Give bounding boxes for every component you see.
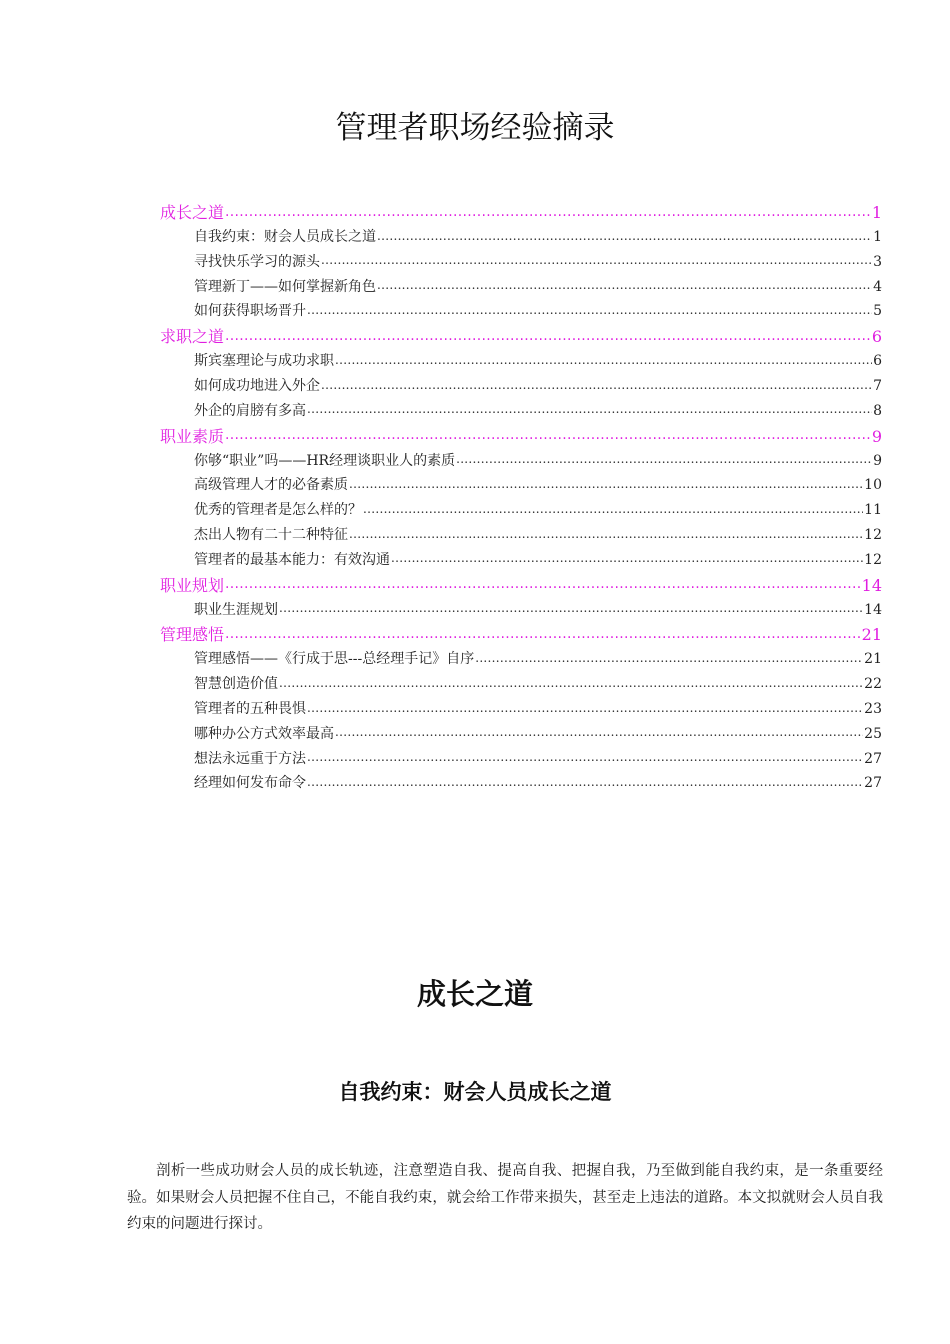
toc-entry-link[interactable] <box>160 449 882 474</box>
toc-page-number: 1 <box>871 203 882 222</box>
toc-entry-label: 优秀的管理者是怎么样的？ <box>194 502 362 519</box>
document-title: 管理者职场经验摘录 <box>335 110 615 146</box>
toc-entry-link[interactable] <box>160 299 882 324</box>
toc-entry-label: 自我约束：财会人员成长之道 <box>194 229 376 245</box>
toc-entry-link[interactable] <box>160 374 882 399</box>
toc-page-number: 11 <box>864 502 882 519</box>
toc-leader-dots <box>335 724 863 738</box>
toc-entry-link[interactable] <box>160 473 882 498</box>
toc-entry-link[interactable] <box>160 598 882 623</box>
toc-page-number: 7 <box>873 377 882 394</box>
toc-page-number: 22 <box>864 676 882 693</box>
toc-entry-label: 管理感悟——《行成于思---总经理手记》自序 <box>194 651 475 668</box>
toc-entry-label: 管理感悟 <box>160 625 225 645</box>
toc-entry-link[interactable] <box>160 647 882 672</box>
toc-entry-label: 杰出人物有二十二种特征 <box>194 526 348 543</box>
toc-entry-label: 职业规划 <box>160 575 225 595</box>
toc-entry-label: 斯宾塞理论与成功求职 <box>194 353 334 370</box>
toc-entry-label: 管理新丁——如何掌握新角色 <box>194 278 376 295</box>
toc-heading-link[interactable] <box>160 622 882 647</box>
toc-leader-dots <box>349 475 863 489</box>
toc-entry-link[interactable] <box>160 275 882 300</box>
toc-leader-dots <box>391 550 863 564</box>
toc-entry-label: 管理者的五种畏惧 <box>194 700 306 717</box>
toc-leader-dots <box>456 451 872 465</box>
toc-entry-label: 成长之道 <box>160 203 225 222</box>
toc-leader-dots <box>321 376 872 390</box>
toc-entry-label: 智慧创造价值 <box>194 676 278 693</box>
toc-entry-label: 高级管理人才的必备素质 <box>194 477 348 494</box>
toc-page-number: 27 <box>864 775 882 792</box>
toc-page-number: 6 <box>873 353 882 370</box>
toc-page-number: 9 <box>873 452 882 469</box>
toc-leader-dots <box>307 401 872 415</box>
toc-heading-link[interactable] <box>160 324 882 349</box>
toc-page-number: 9 <box>871 426 882 446</box>
toc-entry-link[interactable] <box>160 523 882 548</box>
toc-page-number: 12 <box>864 551 882 568</box>
toc-leader-dots <box>225 624 861 640</box>
toc-leader-dots <box>377 227 872 241</box>
section-title: 成长之道 <box>416 977 533 1011</box>
toc-entry-link[interactable] <box>160 349 882 374</box>
toc-entry-label: 外企的肩膀有多高 <box>194 402 306 419</box>
toc-heading-link[interactable] <box>160 573 882 598</box>
toc-page-number: 10 <box>864 477 882 494</box>
toc-entry-link[interactable] <box>160 747 882 772</box>
toc-page-number: 23 <box>864 700 882 717</box>
toc-entry-label: 求职之道 <box>160 327 225 347</box>
toc-page-number: 1 <box>873 229 882 245</box>
body-paragraph: 剖析一些成功财会人员的成长轨迹，注意塑造自我、提高自我、把握自我，乃至做到能自我约束，是一条重要经验。如果财会人员把握不住自己，不能自我约束，就会给工作带来损失，甚至走上违法的道路。本文拟就财会人员自我约束的问题进行探讨。 <box>127 1163 883 1232</box>
toc-entry-link[interactable] <box>160 498 882 523</box>
toc-entry-label: 想法永远重于方法 <box>194 750 306 767</box>
subsection-title: 自我约束：财会人员成长之道 <box>338 1080 612 1104</box>
toc-page-number: 14 <box>861 575 882 595</box>
toc-entry-label: 职业生涯规划 <box>194 601 278 618</box>
toc-entry-link[interactable] <box>160 399 882 424</box>
toc-page-number: 27 <box>864 750 882 767</box>
toc-leader-dots <box>225 202 871 218</box>
toc-leader-dots <box>307 749 863 763</box>
toc-entry-label: 如何成功地进入外企 <box>194 377 320 394</box>
toc-leader-dots <box>307 301 872 315</box>
toc-page-number: 4 <box>873 278 882 295</box>
toc-entry-label: 寻找快乐学习的源头 <box>194 253 320 270</box>
toc-heading-link[interactable] <box>160 200 882 225</box>
toc-leader-dots <box>349 525 863 539</box>
toc-heading-link[interactable] <box>160 424 882 449</box>
toc-entry-label: 哪种办公方式效率最高 <box>194 725 334 742</box>
toc-leader-dots <box>377 277 872 291</box>
toc-entry-link[interactable] <box>160 548 882 573</box>
toc-page-number: 21 <box>864 651 882 668</box>
toc-leader-dots <box>475 649 863 663</box>
toc-leader-dots <box>321 252 872 266</box>
toc-leader-dots <box>279 674 863 688</box>
toc-entry-label: 你够“职业”吗——HR经理谈职业人的素质 <box>194 452 456 469</box>
toc-entry-link[interactable] <box>160 771 882 796</box>
toc-leader-dots <box>225 426 871 442</box>
toc-leader-dots <box>225 326 871 342</box>
toc-entry-link[interactable] <box>160 672 882 697</box>
toc-entry-link[interactable] <box>160 250 882 275</box>
toc-leader-dots <box>307 773 863 787</box>
toc-page-number: 25 <box>864 725 882 742</box>
toc-page-number: 3 <box>873 253 882 270</box>
toc-page-number: 5 <box>873 303 882 320</box>
toc-entry-label: 职业素质 <box>160 426 225 446</box>
toc-entry-label: 如何获得职场晋升 <box>194 303 306 320</box>
toc-entry-link[interactable] <box>160 722 882 747</box>
toc-leader-dots <box>279 600 863 614</box>
toc-page-number: 6 <box>871 327 882 347</box>
toc-entry-link[interactable] <box>160 697 882 722</box>
toc-leader-dots <box>307 699 863 713</box>
toc-leader-dots <box>225 575 861 591</box>
toc-leader-dots <box>363 500 863 514</box>
toc-page-number: 21 <box>861 625 882 645</box>
toc-entry-link[interactable] <box>160 225 882 250</box>
toc-entry-label: 管理者的最基本能力：有效沟通 <box>194 551 390 568</box>
table-of-contents <box>160 200 882 796</box>
toc-page-number: 8 <box>873 402 882 419</box>
toc-page-number: 14 <box>864 601 882 618</box>
toc-entry-label: 经理如何发布命令 <box>194 775 306 792</box>
toc-leader-dots <box>335 351 872 365</box>
toc-page-number: 12 <box>864 526 882 543</box>
